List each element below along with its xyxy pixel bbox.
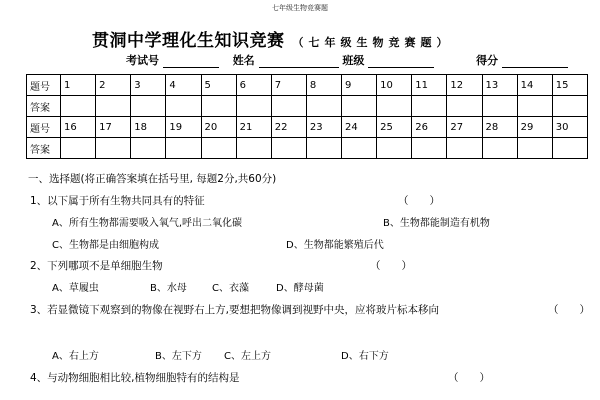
exam-no-label: 考试号 — [126, 54, 159, 67]
question-no-cell: 22 — [271, 117, 306, 138]
question-no-cell: 2 — [96, 75, 131, 96]
question-no-cell: 1 — [61, 75, 96, 96]
page-header: 七年级生物竞赛题 — [272, 4, 328, 12]
question-no-cell: 17 — [96, 117, 131, 138]
question-no-cell: 13 — [482, 75, 517, 96]
answer-cell[interactable] — [61, 96, 96, 117]
question-2-answer-paren[interactable]: （ ） — [370, 260, 412, 272]
answer-cell[interactable] — [552, 138, 587, 159]
answer-table — [26, 74, 588, 159]
answer-cell[interactable] — [96, 138, 131, 159]
question-2-option-c: C、衣藻 — [212, 283, 249, 294]
question-no-label: 题号 — [27, 75, 61, 96]
answer-cell[interactable] — [61, 138, 96, 159]
question-1-text: 1、以下属于所有生物共同具有的特征 — [30, 195, 205, 207]
table-row — [27, 96, 588, 117]
question-no-cell: 10 — [377, 75, 412, 96]
question-2-text: 2、下列哪项不是单细胞生物 — [30, 260, 163, 272]
score-field[interactable] — [502, 56, 568, 68]
answer-cell[interactable] — [306, 138, 341, 159]
question-2-option-b: B、水母 — [150, 283, 187, 294]
answer-cell[interactable] — [236, 96, 271, 117]
answer-cell[interactable] — [482, 138, 517, 159]
question-no-cell: 23 — [306, 117, 341, 138]
question-no-cell: 21 — [236, 117, 271, 138]
question-no-cell: 6 — [236, 75, 271, 96]
question-no-cell: 12 — [447, 75, 482, 96]
answer-cell[interactable] — [517, 138, 552, 159]
question-no-cell: 29 — [517, 117, 552, 138]
answer-cell[interactable] — [166, 96, 201, 117]
question-no-cell: 26 — [412, 117, 447, 138]
question-1-option-a: A、所有生物都需要吸入氧气,呼出二氧化碳 — [52, 218, 243, 229]
answer-label: 答案 — [27, 96, 61, 117]
question-no-cell: 5 — [201, 75, 236, 96]
question-3-option-b: B、左下方 — [155, 351, 202, 362]
answer-cell[interactable] — [306, 96, 341, 117]
question-1-option-b: B、生物都能制造有机物 — [383, 218, 490, 229]
question-no-cell: 19 — [166, 117, 201, 138]
question-3-answer-paren[interactable]: （ ） — [548, 304, 590, 316]
exam-title — [92, 26, 453, 51]
question-no-cell: 27 — [447, 117, 482, 138]
question-no-cell: 8 — [306, 75, 341, 96]
answer-cell[interactable] — [96, 96, 131, 117]
table-row — [27, 138, 588, 159]
question-1-option-d: D、生物都能繁殖后代 — [286, 240, 384, 251]
question-no-cell: 20 — [201, 117, 236, 138]
question-no-cell: 14 — [517, 75, 552, 96]
answer-cell[interactable] — [482, 96, 517, 117]
answer-cell[interactable] — [271, 96, 306, 117]
question-no-cell: 7 — [271, 75, 306, 96]
question-3-option-a: A、右上方 — [52, 351, 99, 362]
question-4-answer-paren[interactable]: （ ） — [448, 372, 490, 384]
answer-cell[interactable] — [517, 96, 552, 117]
answer-cell[interactable] — [166, 138, 201, 159]
table-row — [27, 117, 588, 138]
question-3-text: 3、若显微镜下观察到的物像在视野右上方,要想把物像调到视野中央，应将玻片标本移向 — [30, 304, 440, 316]
name-label: 姓名 — [232, 54, 255, 67]
title-text: 贯洞中学理化生知识竞赛 — [92, 31, 285, 51]
question-1-option-c: C、生物都是由细胞构成 — [52, 240, 159, 251]
answer-label: 答案 — [27, 138, 61, 159]
class-field[interactable] — [368, 56, 434, 68]
question-4-text: 4、与动物细胞相比较,植物细胞特有的结构是 — [30, 372, 240, 384]
answer-cell[interactable] — [342, 96, 377, 117]
score-label: 得分 — [476, 54, 499, 67]
answer-cell[interactable] — [201, 96, 236, 117]
answer-cell[interactable] — [447, 138, 482, 159]
question-no-cell: 25 — [377, 117, 412, 138]
question-3-option-d: D、右下方 — [341, 351, 389, 362]
question-no-cell: 30 — [552, 117, 587, 138]
exam-no-field[interactable] — [163, 56, 219, 68]
question-no-cell: 18 — [131, 117, 166, 138]
answer-cell[interactable] — [131, 96, 166, 117]
question-3-option-c: C、左上方 — [224, 351, 271, 362]
answer-cell[interactable] — [552, 96, 587, 117]
answer-cell[interactable] — [236, 138, 271, 159]
question-no-cell: 28 — [482, 117, 517, 138]
question-no-label: 题号 — [27, 117, 61, 138]
question-no-cell: 9 — [342, 75, 377, 96]
answer-cell[interactable] — [201, 138, 236, 159]
answer-cell[interactable] — [377, 138, 412, 159]
answer-cell[interactable] — [412, 138, 447, 159]
table-row — [27, 75, 588, 96]
question-1-answer-paren[interactable]: （ ） — [398, 195, 440, 207]
name-field[interactable] — [259, 56, 339, 68]
answer-cell[interactable] — [131, 138, 166, 159]
exam-subtitle: （七年级生物竞赛题） — [292, 36, 453, 49]
section-heading: 一、选择题(将正确答案填在括号里, 每题2分,共60分) — [28, 173, 277, 185]
class-label: 班级 — [342, 54, 365, 67]
answer-cell[interactable] — [377, 96, 412, 117]
question-no-cell: 3 — [131, 75, 166, 96]
question-no-cell: 16 — [61, 117, 96, 138]
answer-cell[interactable] — [271, 138, 306, 159]
question-no-cell: 15 — [552, 75, 587, 96]
answer-cell[interactable] — [412, 96, 447, 117]
question-no-cell: 24 — [342, 117, 377, 138]
question-2-option-d: D、酵母菌 — [276, 283, 324, 294]
question-no-cell: 4 — [166, 75, 201, 96]
question-2-option-a: A、草履虫 — [52, 283, 99, 294]
answer-cell[interactable] — [447, 96, 482, 117]
answer-cell[interactable] — [342, 138, 377, 159]
question-no-cell: 11 — [412, 75, 447, 96]
student-info-line — [126, 52, 568, 68]
